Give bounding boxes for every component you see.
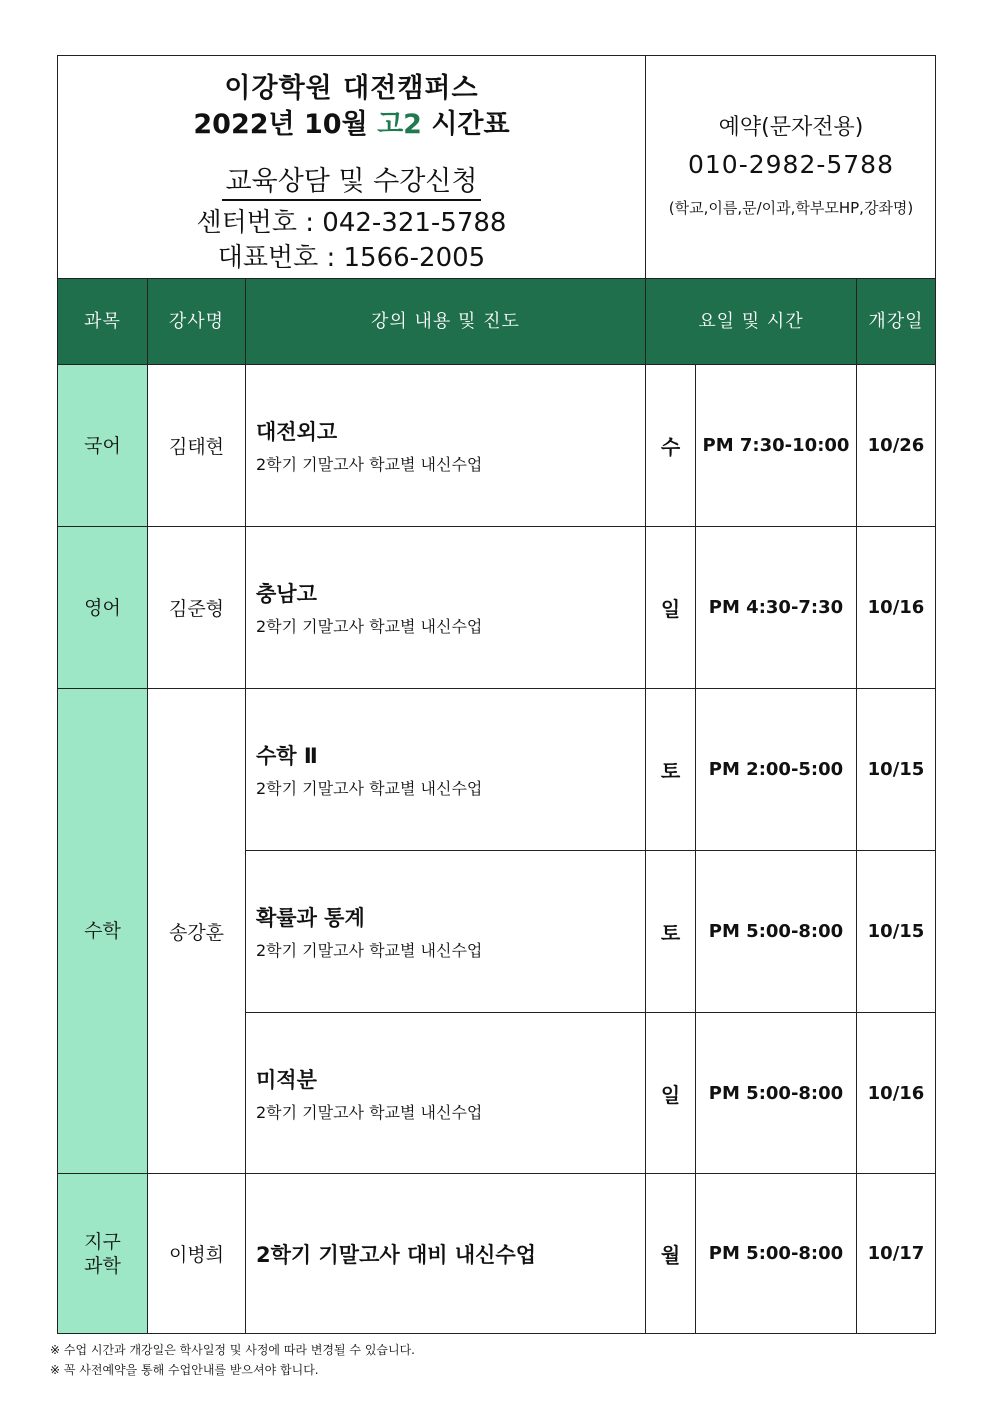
title-grade: 고2 [377,109,422,140]
day-cell: 일 [646,1013,696,1174]
course-name: 수학 Ⅱ [256,744,318,768]
course-cell [246,851,646,1013]
start-date-cell: 10/16 [857,1013,935,1174]
course-name: 2학기 기말고사 대비 내신수업 [256,1242,536,1267]
subject-cell: 영어 [58,527,148,689]
time-cell: PM 5:00-8:00 [696,1013,857,1174]
time-cell: PM 5:00-8:00 [696,851,857,1013]
day-cell: 수 [646,365,696,527]
col-teacher: 강사명 [148,279,246,364]
course-cell [246,689,646,851]
table-header [58,278,935,365]
subject-cell: 국어 [58,365,148,527]
teacher-cell: 김태현 [148,365,246,527]
subject-line: 지구 [84,1230,121,1253]
footnote: ※ 꼭 사전예약을 통해 수업안내를 받으셔야 합니다. [50,1363,319,1377]
footnotes [50,1340,415,1380]
time-cell: PM 2:00-5:00 [696,689,857,851]
reserve-phone: 010-2982-5788 [687,150,894,179]
start-date-cell: 10/15 [857,689,935,851]
start-date-cell: 10/16 [857,527,935,689]
day-cell: 월 [646,1174,696,1333]
day-cell: 일 [646,527,696,689]
course-desc: 2학기 기말고사 학교별 내신수업 [256,617,483,636]
start-date-cell: 10/26 [857,365,935,527]
course-cell [246,527,646,689]
course-cell [246,1174,646,1333]
start-date-cell: 10/17 [867,1243,925,1264]
col-subject: 과목 [58,279,148,364]
col-start: 개강일 [868,311,924,332]
header-info [58,56,646,278]
teacher-cell: 송강훈 [148,689,246,1174]
course-name: 충남고 [256,582,317,606]
academy-title: 이강학원 대전캠퍼스 [224,73,479,104]
teacher-cell: 김준형 [148,527,246,689]
col-schedule: 요일 및 시간 [646,279,857,364]
course-name: 확률과 통계 [256,906,365,930]
title-suffix: 시간표 [421,109,510,140]
course-name: 미적분 [256,1067,317,1092]
footnote: ※ 수업 시간과 개강일은 학사일정 및 사정에 따라 변경될 수 있습니다. [50,1343,415,1357]
course-desc: 2학기 기말고사 학교별 내신수업 [256,455,483,474]
course-desc: 2학기 기말고사 학교별 내신수업 [256,1102,483,1122]
reserve-note: (학교,이름,문/이과,학부모HP,강좌명) [668,199,914,217]
course-desc: 2학기 기말고사 학교별 내신수업 [256,779,483,798]
timetable-title [58,102,645,141]
teacher-cell: 이병희 [148,1174,246,1333]
col-content: 강의 내용 및 진도 [246,279,646,364]
main-phone: 대표번호 : 1566-2005 [217,243,486,273]
course-cell [246,1013,646,1174]
timetable-sheet [57,55,936,1334]
reserve-label: 예약(문자전용) [718,115,864,140]
day-cell: 토 [646,689,696,851]
course-cell [246,365,646,527]
subject-cell [58,1174,148,1333]
center-phone: 센터번호 : 042-321-5788 [196,208,507,238]
start-date-cell: 10/15 [857,851,935,1013]
time-cell: PM 5:00-8:00 [696,1174,857,1333]
subject-line: 과학 [84,1254,121,1277]
day-cell: 토 [646,851,696,1013]
course-desc: 2학기 기말고사 학교별 내신수업 [256,941,483,960]
subject-cell: 수학 [58,689,148,1174]
consult-text: 교육상담 및 수강신청 [222,166,482,201]
time-cell: PM 7:30-10:00 [696,365,857,527]
consult-heading [58,159,645,198]
title-month: 2022년 10월 [193,109,378,140]
time-cell: PM 4:30-7:30 [696,527,857,689]
course-name: 대전외고 [256,420,338,444]
reservation-info [646,56,936,278]
